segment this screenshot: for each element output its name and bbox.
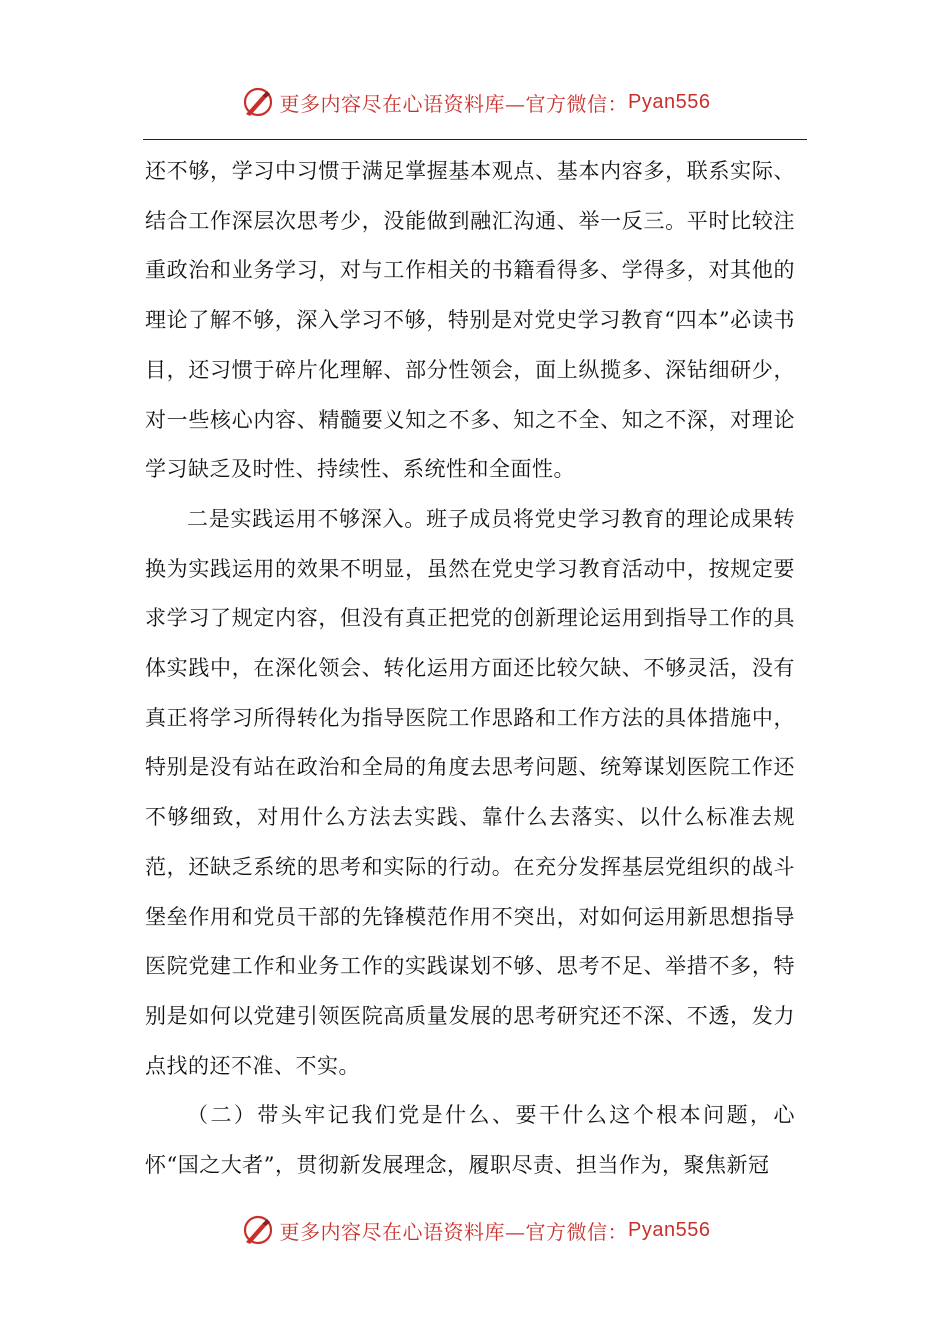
pen-circle-logo-icon [240,1212,276,1248]
watermark-wechat-id: Pyan556 [628,1218,711,1241]
watermark-wechat-id: Pyan556 [628,90,711,113]
header-divider [143,139,807,140]
pen-circle-logo-icon [240,84,276,120]
paragraph-practice: 二是实践运用不够深入。班子成员将党史学习教育的理论成果转换为实践运用的效果不明显，虽然在党史学习教育活动中，按规定要求学习了规定内容，但没有真正把党的创新理论运用到指导工作的具体实践中，在深化领会、转化运用方面还比较欠缺、不够灵活，没有真正将学习所得转化为指导医院工作思路和工作方法的具体措施中，特别是没有站在政治和全局的角度去思考问题、统筹谋划医院工作还不够细致，对用什么方法去实践、靠什么去落实、以什么标准去规范，还缺乏系统的思考和实际的行动。在充分发挥基层党组织的战斗堡垒作用和党员干部的先锋模范作用不突出，对如何运用新思想指导医院党建工作和业务工作的实践谋划不够、思考不足、举措不多，特别是如何以党建引领医院高质量发展的思考研究还不深、不透，发力点找的还不准、不实。 [145,506,795,1078]
header-watermark [0,80,950,124]
watermark-text: 更多内容尽在心语资料库—官方微信： [279,1219,629,1244]
paragraph-continued: 还不够，学习中习惯于满足掌握基本观点、基本内容多，联系实际、结合工作深层次思考少，没能做到融汇沟通、举一反三。平时比较注重政治和业务学习，对与工作相关的书籍看得多、学得多，对其他的理论了解不够，深入学习不够，特别是对党史学习教育“四本”必读书目，还习惯于碎片化理解、部分性领会，面上纵揽多、深钻细研少，对一些核心内容、精髓要义知之不多、知之不全、知之不深，对理论学习缺乏及时性、持续性、系统性和全面性。 [145,159,795,482]
document-body [145,147,795,1191]
watermark-text: 更多内容尽在心语资料库—官方微信： [279,91,629,116]
paragraph-section-two: （二）带头牢记我们党是什么、要干什么这个根本问题，心怀“国之大者”，贯彻新发展理念，履职尽责、担当作为，聚焦新冠 [145,1103,795,1178]
footer-watermark [0,1208,950,1252]
